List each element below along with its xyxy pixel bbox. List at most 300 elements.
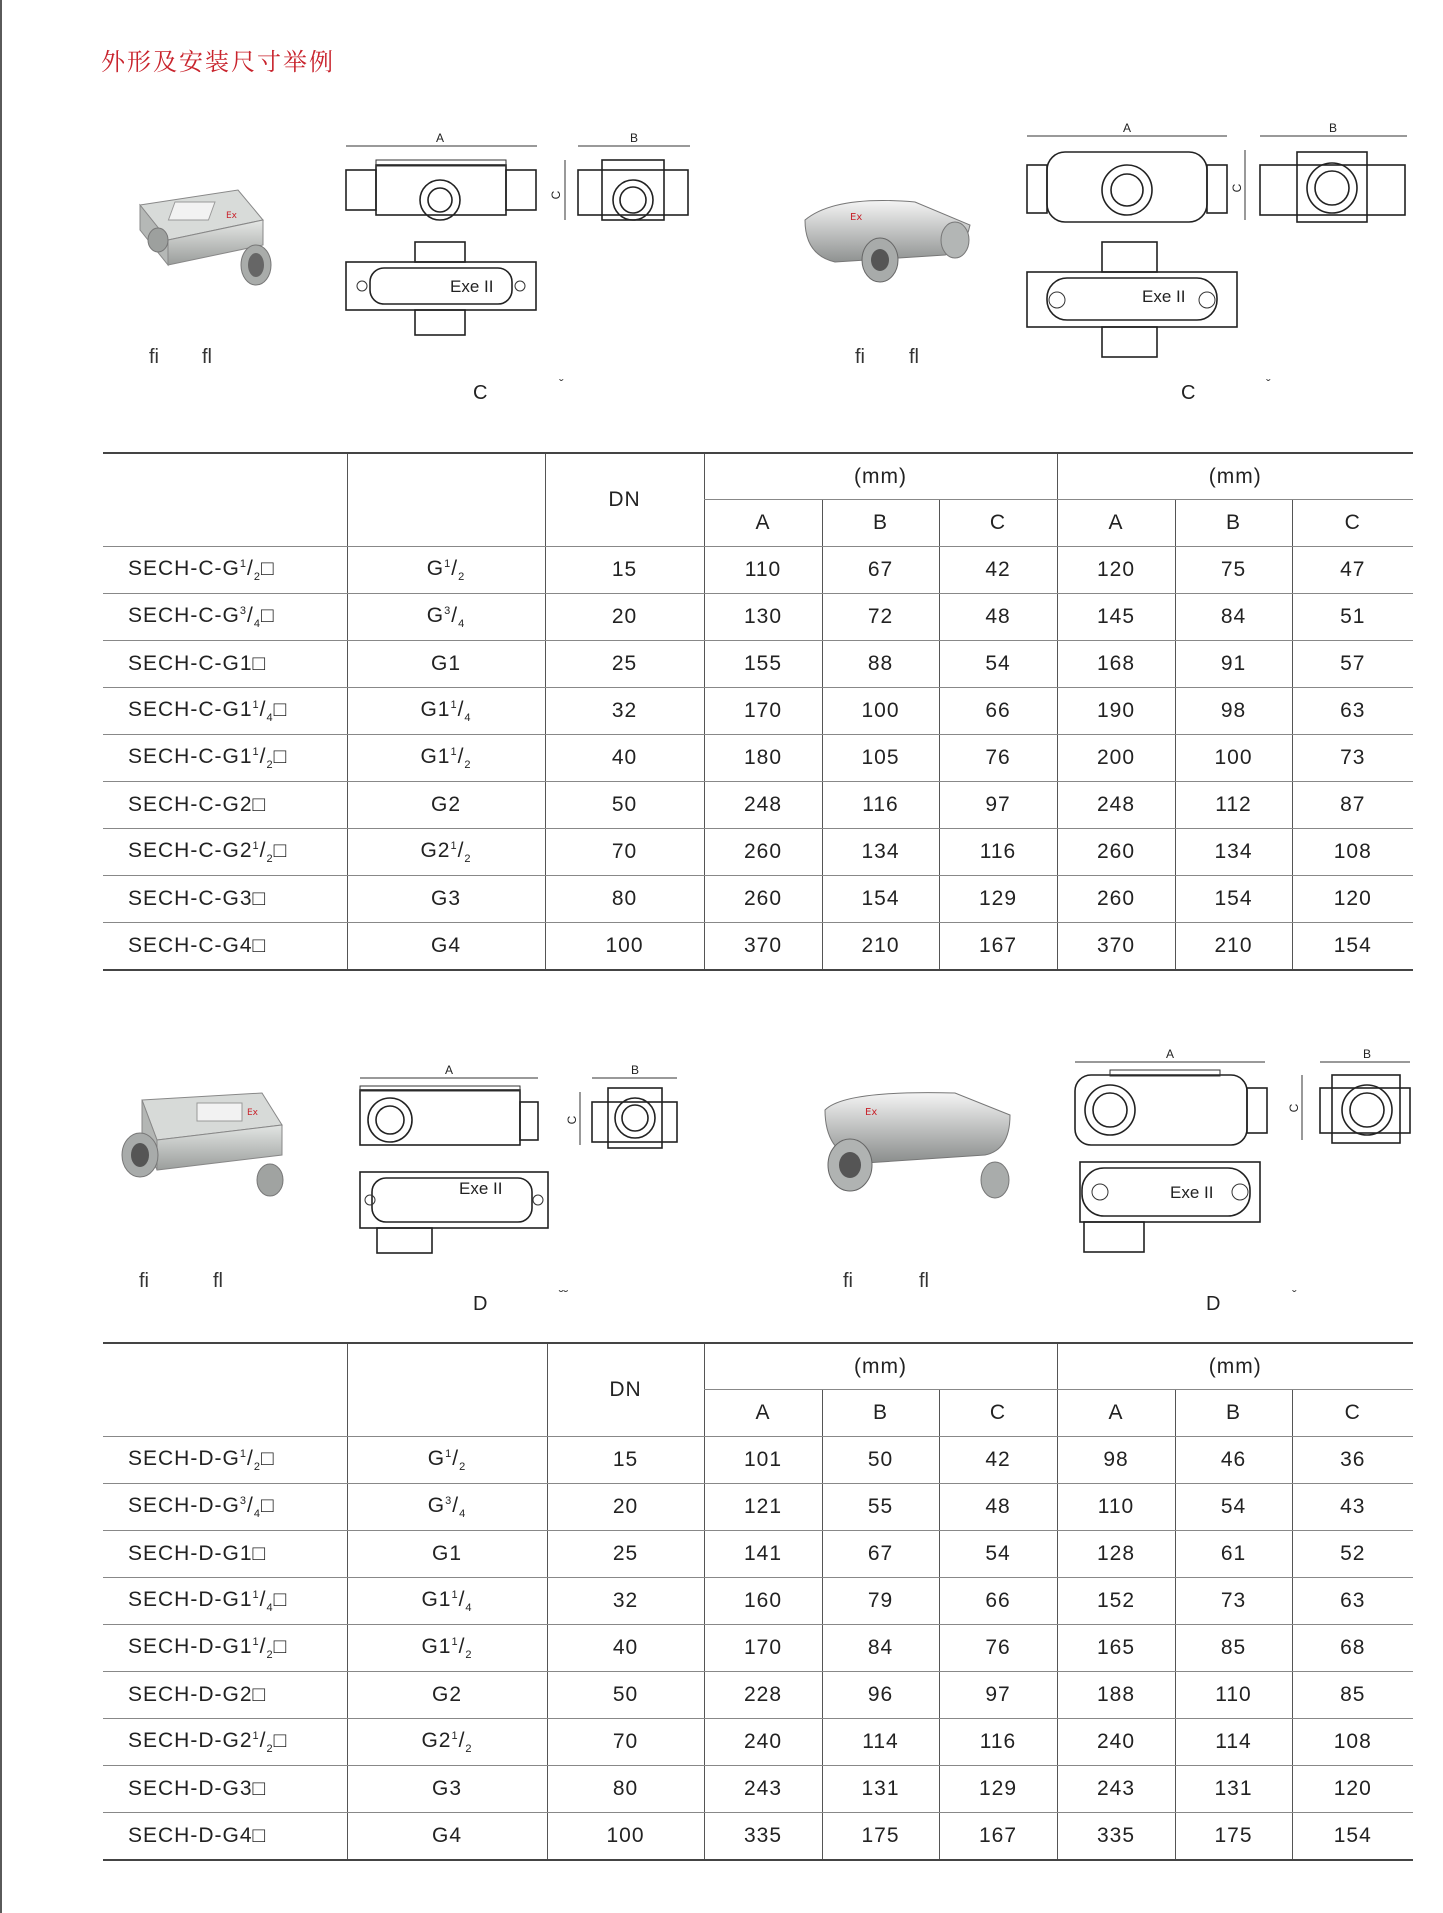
cell-a2 [1057, 1672, 1175, 1719]
cell-a2 [1057, 641, 1175, 688]
col-a: A [704, 1390, 822, 1437]
value-a1: 240 [743, 1730, 783, 1753]
caption-c-right-fi: fi [855, 346, 865, 368]
value-dn: 15 [611, 558, 638, 581]
model-cell: SECH-$C-G1^1/_2□$ [103, 735, 347, 782]
thread-sup: 3 [444, 604, 452, 617]
value-b2: 54 [1220, 1495, 1247, 1518]
model-sub: 2 [266, 853, 274, 866]
model-text: SECH-C-G1 [128, 744, 253, 768]
value-c2: 85 [1340, 1683, 1366, 1706]
cell-dn [547, 1719, 704, 1766]
product-photo-d-right [805, 1085, 1020, 1210]
value-c1: 76 [985, 746, 1011, 769]
svg-text:C: C [1287, 1103, 1301, 1113]
cell-a1 [704, 1484, 822, 1531]
thread-sup: 1 [451, 1635, 459, 1648]
table-row [103, 735, 1413, 782]
model-cell [103, 782, 347, 829]
cell-b1 [822, 1437, 939, 1484]
value-a2: 98 [1103, 1448, 1129, 1471]
col-b: B [1175, 500, 1292, 547]
cell-dn [545, 594, 704, 641]
thread-text: G2 [420, 838, 451, 862]
value-b1: 154 [861, 887, 900, 910]
value-a1: 110 [744, 558, 782, 581]
value-b1: 88 [867, 652, 894, 675]
value-a2: 243 [1096, 1777, 1136, 1800]
cell-a2 [1057, 547, 1175, 594]
product-photo-c-right [795, 190, 975, 300]
cell-c2 [1292, 1766, 1413, 1813]
value-a1: 155 [743, 652, 783, 675]
model-text: SECH-D-G2 [128, 1728, 253, 1752]
value-a1: 260 [743, 887, 783, 910]
model-cell [103, 923, 347, 971]
value-dn: 80 [611, 887, 638, 910]
header-thread [347, 453, 545, 547]
thread-cell [347, 1531, 547, 1578]
model-text: SECH-C-G [128, 556, 240, 580]
code-c-right: C [1181, 382, 1196, 404]
value-b2: 73 [1220, 1589, 1247, 1612]
value-c2: 47 [1340, 558, 1366, 581]
cell-c1 [939, 1531, 1057, 1578]
thread-text: G2 [431, 1683, 462, 1706]
mark-d-left: ˘˘ [559, 1287, 569, 1303]
value-c1: 97 [985, 793, 1011, 816]
model-tail: □ [273, 1587, 288, 1611]
cell-a2 [1057, 923, 1175, 971]
model-cell [103, 876, 347, 923]
thread-text: G1 [421, 1587, 452, 1611]
svg-text:Exe II: Exe II [459, 1179, 503, 1198]
svg-text:Ex: Ex [247, 1108, 259, 1118]
model-cell: SECH-$C-G2^1/_2□$ [103, 829, 347, 876]
value-b2: 85 [1220, 1636, 1247, 1659]
svg-text:Ex: Ex [226, 211, 238, 221]
table-row [103, 1578, 1413, 1625]
cell-a2 [1057, 876, 1175, 923]
table-row [103, 829, 1413, 876]
model-sup: 1 [252, 745, 260, 758]
value-a2: 248 [1096, 793, 1136, 816]
value-a2: 240 [1096, 1730, 1136, 1753]
value-dn: 20 [612, 1495, 639, 1518]
cell-a2 [1057, 1578, 1175, 1625]
value-b2: 114 [1215, 1730, 1252, 1753]
cell-b2 [1175, 641, 1292, 688]
model-tail: □ [260, 1493, 275, 1517]
value-c1: 54 [985, 1542, 1011, 1565]
svg-text:Ex: Ex [850, 212, 863, 223]
drawing-d-right [1070, 1040, 1415, 1265]
mark-d-right: ˇ [1292, 1287, 1297, 1303]
value-b1: 210 [861, 934, 900, 957]
cell-b2 [1175, 829, 1292, 876]
thread-text: G3 [430, 887, 461, 910]
cell-b1 [822, 1719, 939, 1766]
value-b1: 114 [862, 1730, 899, 1753]
cell-c2 [1292, 735, 1413, 782]
model-sub: 4 [266, 1602, 274, 1615]
cell-b1 [822, 782, 939, 829]
table-row [103, 1531, 1413, 1578]
thread-cell [347, 1766, 547, 1813]
value-b2: 84 [1220, 605, 1247, 628]
value-b1: 100 [861, 699, 900, 722]
cell-a2 [1057, 1531, 1175, 1578]
value-c1: 116 [979, 1730, 1017, 1753]
value-c2: 52 [1340, 1542, 1366, 1565]
cell-b1 [822, 688, 939, 735]
caption-c-left-fl: fl [202, 346, 212, 368]
svg-text:C: C [549, 190, 563, 200]
value-c1: 54 [985, 652, 1011, 675]
model-sub: 4 [253, 1508, 261, 1521]
thread-cell: $G^3/_4$ [347, 1484, 547, 1531]
value-c2: 87 [1340, 793, 1366, 816]
cell-c2 [1292, 688, 1413, 735]
cell-dn [547, 1672, 704, 1719]
model-cell: SECH-$D-G1^1/_4□$ [103, 1578, 347, 1625]
model-text: SECH-C-G4□ [128, 934, 267, 957]
cell-b1 [822, 1625, 939, 1672]
cell-b2 [1175, 923, 1292, 971]
model-text: SECH-D-G3□ [128, 1777, 267, 1800]
model-text: SECH-D-G1 [128, 1634, 253, 1658]
table-row [103, 923, 1413, 971]
thread-cell [347, 782, 545, 829]
thread-cell [347, 1672, 547, 1719]
model-cell: SECH-$C-G1^1/_4□$ [103, 688, 347, 735]
model-cell: SECH-$C-G^3/_4□$ [103, 594, 347, 641]
col-b: B [822, 1390, 939, 1437]
table-row [103, 1672, 1413, 1719]
value-b1: 72 [867, 605, 894, 628]
cell-b2 [1175, 1672, 1292, 1719]
model-tail: □ [273, 744, 288, 768]
model-sup: 1 [252, 1635, 260, 1648]
cell-c2 [1292, 876, 1413, 923]
cell-b2 [1175, 1437, 1292, 1484]
cell-dn [545, 923, 704, 971]
thread-cell [347, 923, 545, 971]
cell-b1 [822, 829, 939, 876]
code-d-left: D [473, 1293, 488, 1315]
value-c1: 129 [978, 887, 1018, 910]
table-row [103, 1484, 1413, 1531]
value-a1: 243 [743, 1777, 783, 1800]
model-sub: 4 [266, 712, 274, 725]
value-a1: 228 [743, 1683, 783, 1706]
cell-b2 [1175, 735, 1292, 782]
value-c1: 167 [978, 934, 1018, 957]
table-row [103, 547, 1413, 594]
value-c1: 42 [985, 558, 1011, 581]
model-text: SECH-C-G2□ [128, 793, 267, 816]
page-title: 外形及安装尺寸举例 [101, 48, 335, 76]
model-sup: 1 [252, 698, 260, 711]
value-a2: 128 [1096, 1542, 1136, 1565]
caption-c-right-fl: fl [909, 346, 919, 368]
cell-b2 [1175, 594, 1292, 641]
value-dn: 25 [612, 1542, 639, 1565]
svg-text:Exe II: Exe II [1170, 1183, 1214, 1202]
value-b1: 175 [861, 1824, 900, 1847]
model-tail: □ [260, 1446, 275, 1470]
thread-sup: 1 [450, 698, 458, 711]
value-c2: 120 [1333, 887, 1372, 910]
thread-cell [347, 876, 545, 923]
cell-c1 [939, 923, 1057, 971]
model-text: SECH-D-G1 [128, 1587, 253, 1611]
product-photo-d-left [112, 1085, 287, 1200]
left-border [0, 0, 2, 1913]
cell-b2 [1175, 688, 1292, 735]
svg-text:B: B [629, 131, 639, 145]
model-cell: SECH-$C-G^1/_2□$ [103, 547, 347, 594]
code-d-right: D [1206, 1293, 1221, 1315]
value-a2: 335 [1096, 1824, 1136, 1847]
spec-table-d [103, 1342, 1413, 1861]
thread-sup: 1 [451, 1588, 459, 1601]
col-a: A [704, 500, 822, 547]
table-row [103, 1719, 1413, 1766]
cell-b1 [822, 1531, 939, 1578]
value-dn: 80 [612, 1777, 639, 1800]
svg-text:B: B [630, 1063, 640, 1077]
model-sub: 2 [266, 759, 274, 772]
cell-dn [545, 547, 704, 594]
cell-c2 [1292, 1813, 1413, 1861]
header-unit-left: (mm) [704, 1343, 1057, 1390]
value-c1: 48 [985, 1495, 1011, 1518]
model-sup: 1 [239, 1447, 247, 1460]
value-a1: 121 [743, 1495, 783, 1518]
header-unit-left: (mm) [704, 453, 1057, 500]
cell-a2 [1057, 829, 1175, 876]
thread-cell: $G1^1/_4$ [347, 1578, 547, 1625]
cell-b1 [822, 876, 939, 923]
value-c1: 66 [985, 699, 1011, 722]
cell-dn [545, 829, 704, 876]
cell-b1 [822, 594, 939, 641]
table-row [103, 1766, 1413, 1813]
svg-text:C: C [1230, 183, 1244, 193]
cell-a1 [704, 923, 822, 971]
thread-cell: $G1^1/_2$ [347, 1625, 547, 1672]
thread-sup: 3 [445, 1494, 453, 1507]
thread-sub: 4 [459, 1508, 467, 1521]
cell-b1 [822, 923, 939, 971]
value-a2: 260 [1096, 887, 1136, 910]
value-a2: 145 [1096, 605, 1136, 628]
value-b1: 134 [861, 840, 900, 863]
cell-c1 [939, 876, 1057, 923]
thread-cell: $G1^1/_2$ [347, 735, 545, 782]
model-cell [103, 1531, 347, 1578]
value-c1: 42 [985, 1448, 1011, 1471]
cell-c2 [1292, 829, 1413, 876]
cell-dn [545, 688, 704, 735]
col-a: A [1057, 1390, 1175, 1437]
thread-text: G1 [421, 1634, 452, 1658]
table-row [103, 688, 1413, 735]
thread-sub: 2 [465, 1743, 473, 1756]
cell-b1 [822, 1672, 939, 1719]
cell-c2 [1292, 1484, 1413, 1531]
cell-a2 [1057, 1484, 1175, 1531]
model-text: SECH-C-G1□ [128, 652, 267, 675]
value-b2: 210 [1214, 934, 1253, 957]
svg-text:C: C [565, 1115, 579, 1125]
thread-text: G2 [430, 793, 461, 816]
drawing-c-right [1017, 120, 1417, 370]
cell-dn [547, 1625, 704, 1672]
cell-a1 [704, 1813, 822, 1861]
value-c2: 154 [1333, 934, 1372, 957]
header-dn: DN [545, 453, 704, 547]
value-a1: 141 [743, 1542, 783, 1565]
cell-c1 [939, 1437, 1057, 1484]
cell-b2 [1175, 876, 1292, 923]
cell-b2 [1175, 1813, 1292, 1861]
cell-c1 [939, 1813, 1057, 1861]
cell-dn [547, 1578, 704, 1625]
value-a1: 101 [743, 1448, 783, 1471]
value-a1: 180 [743, 746, 783, 769]
cell-dn [547, 1437, 704, 1484]
cell-a1 [704, 1719, 822, 1766]
cell-a1 [704, 688, 822, 735]
model-tail: □ [273, 697, 288, 721]
caption-d-right-fi: fi [843, 1270, 853, 1292]
cell-c1 [939, 594, 1057, 641]
cell-c2 [1292, 1625, 1413, 1672]
cell-c1 [939, 1719, 1057, 1766]
model-cell [103, 641, 347, 688]
model-cell: SECH-$D-G^1/_2□$ [103, 1437, 347, 1484]
model-sub: 2 [253, 571, 261, 584]
value-dn: 40 [612, 1636, 639, 1659]
svg-text:B: B [1362, 1047, 1372, 1061]
svg-text:A: A [1165, 1047, 1175, 1061]
cell-b1 [822, 1578, 939, 1625]
header-model [103, 1343, 347, 1437]
model-sup: 1 [252, 1588, 260, 1601]
mark-c-left: ˇ [559, 376, 564, 392]
model-sub: 4 [253, 618, 261, 631]
thread-cell: $G^1/_2$ [347, 1437, 547, 1484]
cell-a1 [704, 1625, 822, 1672]
cell-b1 [822, 1484, 939, 1531]
table-row [103, 782, 1413, 829]
cell-c2 [1292, 1672, 1413, 1719]
model-sup: 1 [239, 557, 247, 570]
thread-sup: 1 [451, 1729, 459, 1742]
thread-sup: 1 [450, 839, 458, 852]
value-b1: 55 [867, 1495, 894, 1518]
thread-text: G1 [420, 744, 451, 768]
svg-text:A: A [444, 1063, 454, 1077]
thread-cell: $G1^1/_4$ [347, 688, 545, 735]
value-c2: 36 [1340, 1448, 1366, 1471]
thread-sub: 4 [464, 712, 472, 725]
value-a1: 260 [743, 840, 783, 863]
value-b2: 61 [1220, 1542, 1247, 1565]
mark-c-right: ˇ [1266, 376, 1271, 392]
value-a2: 168 [1096, 652, 1136, 675]
model-tail: □ [273, 1728, 288, 1752]
cell-a1 [704, 876, 822, 923]
cell-a1 [704, 1531, 822, 1578]
model-text: SECH-D-G [128, 1493, 240, 1517]
model-sub: 2 [253, 1461, 261, 1474]
cell-a2 [1057, 782, 1175, 829]
value-c2: 51 [1340, 605, 1366, 628]
value-c2: 43 [1340, 1495, 1366, 1518]
cell-a1 [704, 735, 822, 782]
cell-dn [545, 735, 704, 782]
cell-dn [545, 876, 704, 923]
cell-c2 [1292, 782, 1413, 829]
model-cell: SECH-$D-G^3/_4□$ [103, 1484, 347, 1531]
header-thread [347, 1343, 547, 1437]
table-row [103, 641, 1413, 688]
thread-text: G [427, 1446, 446, 1470]
value-a1: 370 [743, 934, 783, 957]
cell-b2 [1175, 1578, 1292, 1625]
value-dn: 100 [605, 934, 644, 957]
cell-c1 [939, 1672, 1057, 1719]
thread-text: G [426, 556, 445, 580]
model-cell [103, 1766, 347, 1813]
cell-c2 [1292, 923, 1413, 971]
value-a1: 335 [743, 1824, 783, 1847]
thread-text: G4 [431, 1824, 462, 1847]
value-b1: 96 [867, 1683, 894, 1706]
header-model [103, 453, 347, 547]
cell-a1 [704, 1766, 822, 1813]
value-a2: 190 [1096, 699, 1136, 722]
col-c: C [1292, 1390, 1413, 1437]
cell-a1 [704, 641, 822, 688]
cell-c1 [939, 547, 1057, 594]
model-tail: □ [273, 838, 288, 862]
cell-c1 [939, 1625, 1057, 1672]
cell-c2 [1292, 594, 1413, 641]
thread-sup: 1 [444, 557, 452, 570]
value-b2: 112 [1215, 793, 1252, 816]
value-b2: 131 [1214, 1777, 1253, 1800]
cell-a1 [704, 782, 822, 829]
cell-c1 [939, 688, 1057, 735]
caption-d-left-fi: fi [139, 1270, 149, 1292]
model-cell [103, 1672, 347, 1719]
value-b2: 134 [1214, 840, 1253, 863]
cell-a2 [1057, 1766, 1175, 1813]
cell-c2 [1292, 547, 1413, 594]
value-b2: 175 [1214, 1824, 1253, 1847]
cell-a2 [1057, 1625, 1175, 1672]
thread-text: G [426, 603, 445, 627]
thread-cell [347, 1813, 547, 1861]
cell-c1 [939, 1578, 1057, 1625]
svg-text:A: A [435, 131, 445, 145]
model-sup: 1 [252, 1729, 260, 1742]
thread-sub: 2 [458, 571, 466, 584]
